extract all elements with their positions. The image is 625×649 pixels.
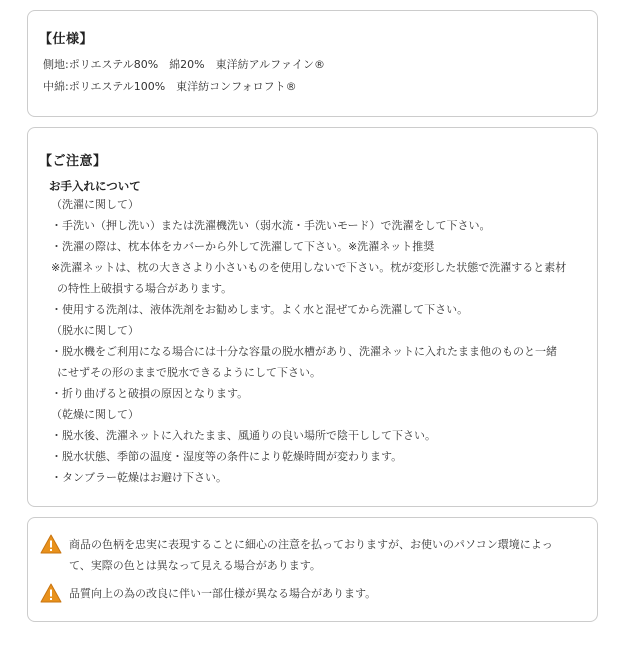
notes-heading: 【ご注意】 xyxy=(39,154,107,169)
note-line: ・脱水後、洗濯ネットに入れたまま、風通りの良い場所で陰干しして下さい。 xyxy=(51,429,436,442)
care-subheading: お手入れについて xyxy=(49,179,141,193)
warning-text-continued: て、実際の色とは異なって見える場合があります。 xyxy=(69,559,321,572)
note-line: ・使用する洗剤は、液体洗剤をお勧めします。よく水と混ぜてから洗濯して下さい。 xyxy=(51,303,469,316)
note-line: ※洗濯ネットは、枕の大きさより小さいものを使用しないで下さい。枕が変形した状態で洗濯すると素材 xyxy=(51,261,567,274)
warning-triangle-icon xyxy=(40,534,62,554)
care-instructions xyxy=(51,194,566,488)
spec-section xyxy=(27,10,598,117)
note-line: ・脱水状態、季節の温度・湿度等の条件により乾燥時間が変わります。 xyxy=(51,450,403,463)
note-line: ・タンブラー乾燥はお避け下さい。 xyxy=(51,471,227,484)
spec-outer-fabric: 側地:ポリエステル80% 綿20% 東洋紡アルファイン® xyxy=(43,58,325,71)
notes-section xyxy=(27,127,598,507)
note-line: の特性上破損する場合があります。 xyxy=(57,282,233,295)
note-line: にせずその形のままで脱水できるようにして下さい。 xyxy=(57,366,321,379)
warning-color-accuracy xyxy=(40,533,553,555)
note-line: （洗濯に関して） xyxy=(51,198,139,211)
note-line: （脱水に関して） xyxy=(51,324,139,337)
spec-filling: 中綿:ポリエステル100% 東洋紡コンフォロフト® xyxy=(43,80,297,93)
note-line: ・折り曲げると破損の原因となります。 xyxy=(51,387,249,400)
spec-heading: 【仕様】 xyxy=(39,32,94,47)
warnings-section xyxy=(27,517,598,622)
note-line: ・手洗い（押し洗い）または洗濯機洗い（弱水流・手洗いモード）で洗濯をして下さい。 xyxy=(51,219,491,232)
warning-text: 商品の色柄を忠実に表現することに細心の注意を払っておりますが、お使いのパソコン環境によっ xyxy=(69,538,553,551)
note-line: （乾燥に関して） xyxy=(51,408,139,421)
warning-triangle-icon xyxy=(40,583,62,603)
note-line: ・洗濯の際は、枕本体をカバーから外して洗濯して下さい。※洗濯ネット推奨 xyxy=(51,240,435,253)
warning-text: 品質向上の為の改良に伴い一部仕様が異なる場合があります。 xyxy=(69,587,377,600)
note-line: ・脱水機をご利用になる場合には十分な容量の脱水槽があり、洗濯ネットに入れたまま他のものと一緒 xyxy=(51,345,557,358)
warning-spec-change xyxy=(40,582,376,604)
